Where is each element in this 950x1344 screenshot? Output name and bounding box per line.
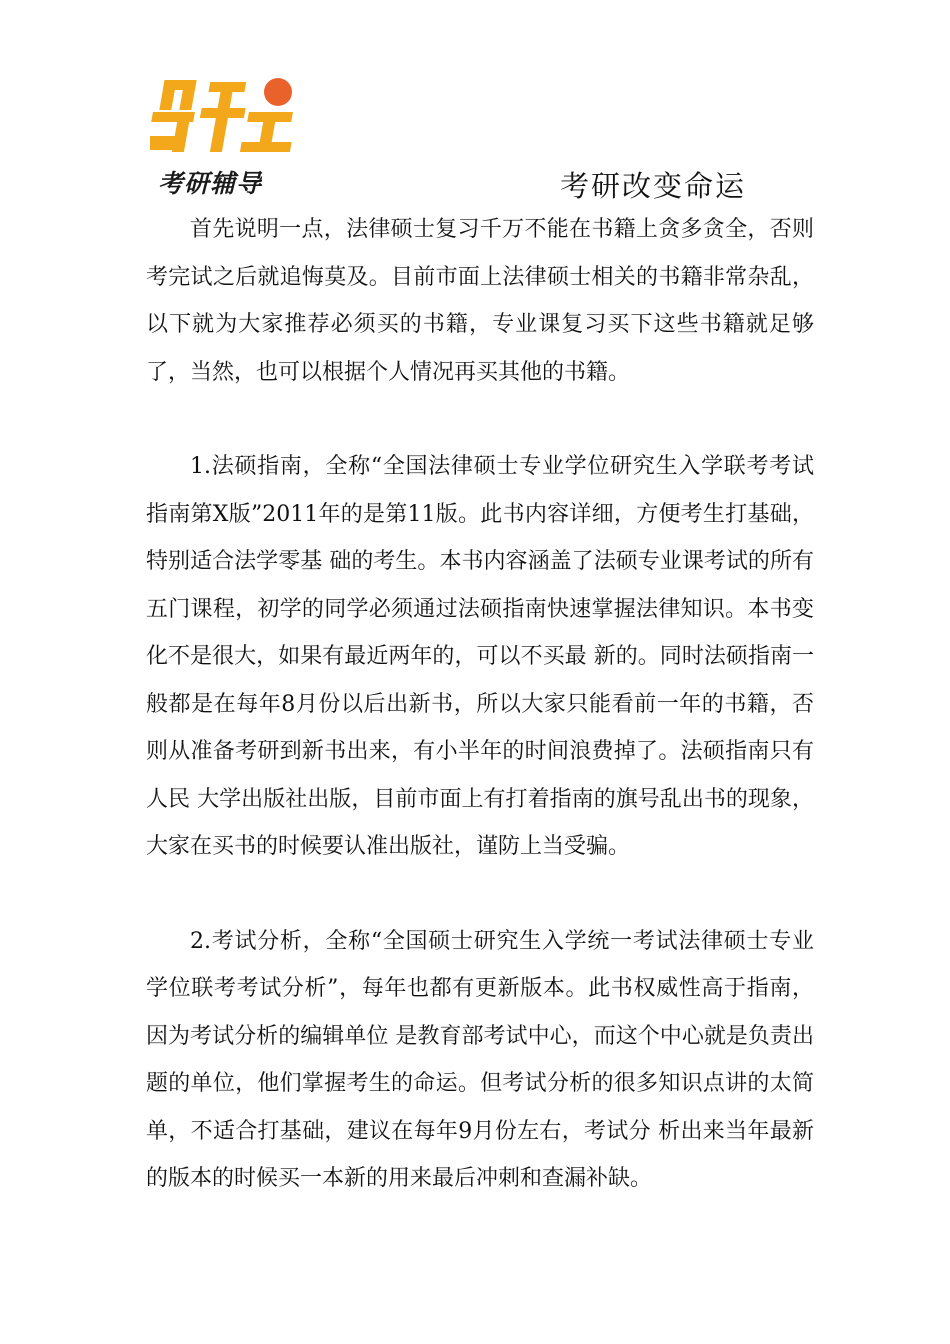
intro-paragraph: 首先说明一点，法律硕士复习千万不能在书籍上贪多贪全，否则考完试之后就追悔莫及。目前市面上法律硕士相关的书籍非常杂乱，以下就为大家推荐必须买的书籍，专业课复习买下这些书籍就足够了，当然，也可以根据个人情况再买其他的书籍。 — [146, 217, 814, 385]
brand-dot — [264, 78, 292, 106]
brand-logo — [150, 72, 310, 200]
document-title: 考研改变命运 — [560, 169, 747, 203]
book-analysis-paragraph: 2.考试分析，全称“全国硕士研究生入学统一考试法律硕士专业学位联考考试分析”，每年也都有更新版本。此书权威性高于指南，因为考试分析的编辑单位 是教育部考试中心，而这个中心就是负责出题的单位，他们掌握考生的命运。但考试分析的很多知识点讲的太简单，不适合打基础，建议在每年9月份左右，考试分 析出来当年最新的版本的时候买一本新的用来最后冲刺和查漏补缺。 — [146, 928, 814, 1191]
logo-caption: 考研辅导 — [158, 169, 263, 198]
brand-logo-mark — [150, 72, 310, 162]
book-guide-paragraph: 1.法硕指南，全称“全国法律硕士专业学位研究生入学联考考试指南第X版”2011年的是第11版。此书内容详细，方便考生打基础，特别适合法学零基 础的考生。本书内容涵盖了法硕专业课考试的所有五门课程，初学的同学必须通过法硕指南快速掌握法律知识。本书变化不是很大，如果有最近两年的，可以不买最 新的。同时法硕指南一般都是在每年8月份以后出新书，所以大家只能看前一年的书籍，否则从准备考研到新书出来，有小半年的时间浪费掉了。法硕指南只有人民 大学出版社出版，目前市面上有打着指南的旗号乱出书的现象，大家在买书的时候要认准出版社，谨防上当受骗。 — [146, 454, 814, 859]
document-body — [146, 206, 814, 1250]
